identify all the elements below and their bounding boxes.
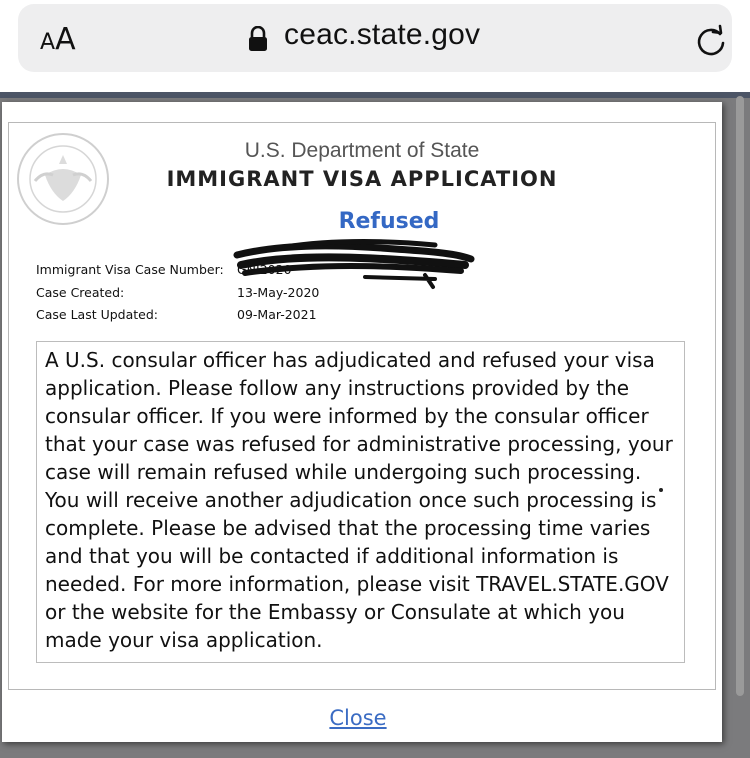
page-header-strip bbox=[0, 92, 750, 98]
case-created-row bbox=[36, 285, 320, 300]
stray-dot bbox=[659, 488, 663, 492]
department-name: U.S. Department of State bbox=[244, 139, 480, 162]
reload-icon[interactable] bbox=[694, 24, 728, 58]
lock-icon bbox=[248, 26, 268, 52]
case-number-row bbox=[36, 262, 292, 277]
dialog-content bbox=[8, 122, 716, 690]
case-number-label: Immigrant Visa Case Number: bbox=[36, 262, 224, 277]
browser-toolbar bbox=[0, 0, 750, 92]
case-updated-value: 09-Mar-2021 bbox=[237, 307, 317, 322]
status-message: A U.S. consular officer has adjudicated and refused your visa application. Please follow any instructions provided by the consular officer. If you were informed by the consular officer that your case was refused for administrative processing, your case will remain refused while undergoing such processing. You will receive another adjudication once such processing is complete. Please be advised that the processing time varies and that you will be contacted if additional information is needed. For more information, please visit TRAVEL.STATE.GOV or the website for the Embassy or Consulate at which you made your visa application. bbox=[45, 348, 673, 652]
status-badge: Refused bbox=[338, 209, 440, 234]
case-number-value: GNI2020 bbox=[237, 262, 292, 277]
case-created-value: 13-May-2020 bbox=[237, 285, 320, 300]
page-scrollbar[interactable] bbox=[736, 96, 744, 696]
case-created-label: Case Created: bbox=[36, 285, 125, 300]
address-bar[interactable] bbox=[18, 4, 732, 72]
text-size-button[interactable]: AA bbox=[40, 22, 76, 57]
close-link[interactable]: Close bbox=[329, 706, 387, 730]
status-message-box[interactable] bbox=[36, 341, 685, 663]
url-text: ceac.state.gov bbox=[284, 18, 481, 51]
case-status-dialog bbox=[2, 102, 722, 742]
case-updated-label: Case Last Updated: bbox=[36, 307, 158, 322]
case-updated-row bbox=[36, 307, 317, 322]
application-title: IMMIGRANT VISA APPLICATION bbox=[166, 167, 558, 191]
redaction-scribble bbox=[225, 235, 475, 291]
